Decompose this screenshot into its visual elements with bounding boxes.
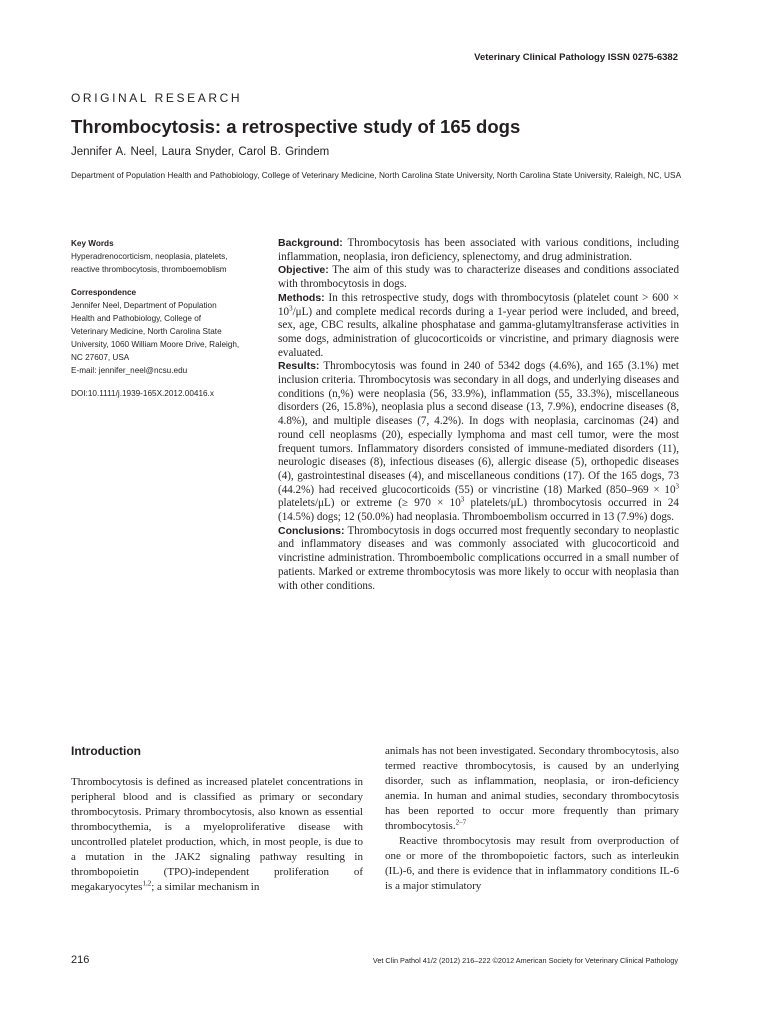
results-label: Results: <box>278 360 320 373</box>
correspondence-line: Jennifer Neel, Department of Population <box>71 301 217 310</box>
results-superscript: 3 <box>675 481 679 490</box>
body-paragraph <box>71 775 363 895</box>
abstract <box>278 237 679 593</box>
methods-text: /μL) and complete medical records during a 1-year period were included, and breed, sex, age, CBC results, alkaline phosphatase and gamma-glutamyltransferase activities in some dogs, administration of glucocorticoids or vincristine, and primary diagnosis were evaluated. <box>278 305 679 359</box>
paragraph-text: animals has not been investigated. Secondary thrombocytosis, also termed reactive thrombocytosis, is caused by an underlying disorder, such as inflammation, neoplasia, or iron-deficiency anemia. In human and animal studies, secondary thrombocytosis has been reported to occur more frequently than primary thrombocytosis. <box>385 745 679 832</box>
background-text: Thrombocytosis has been associated with various conditions, including inflammation, neoplasia, iron deficiency, splenectomy, and drug administration. <box>278 237 679 263</box>
abstract-objective <box>278 264 679 291</box>
methods-superscript: 3 <box>289 303 293 312</box>
keywords-line: Hyperadrenocorticism, neoplasia, platelets, <box>71 252 228 261</box>
correspondence-line: Health and Pathobiology, College of <box>71 314 202 323</box>
body-column-right <box>385 744 679 894</box>
issn: ISSN 0275-6382 <box>607 52 678 63</box>
correspondence-line: Veterinary Medicine, North Carolina State <box>71 327 222 336</box>
background-label: Background: <box>278 237 343 249</box>
keywords-line: reactive thrombocytosis, thromboemoblism <box>71 265 227 274</box>
paragraph-text: Thrombocytosis is defined as increased platelet concentrations in peripheral blood and is classified as primary or secondary thrombocytosis. Primary thrombocytosis, also known as essential thrombocythemia, is a myeloproliferative disease with uncontrolled platelet production, which, in most people, is due to a mutation in the JAK2 signaling pathway resulting in thrombopoietin (TPO)-independent proliferation of megakaryocytes <box>71 776 363 893</box>
footer-citation: Vet Clin Pathol 41/2 (2012) 216–222 ©2012 American Society for Veterinary Clinical Pathology <box>372 956 678 965</box>
article-sidebar <box>71 237 261 410</box>
abstract-methods <box>278 292 679 361</box>
methods-label: Methods: <box>278 291 325 304</box>
conclusions-label: Conclusions: <box>278 524 345 537</box>
correspondence-heading: Correspondence <box>71 288 137 297</box>
running-header <box>474 52 678 63</box>
correspondence-line: University, 1060 William Moore Drive, Raleigh, <box>71 340 240 349</box>
objective-text: The aim of this study was to characterize diseases and conditions associated with thrombocytosis in dogs. <box>278 264 679 291</box>
keywords-heading: Key Words <box>71 239 114 248</box>
doi-block <box>71 387 261 400</box>
citation-superscript: 2–7 <box>455 818 467 827</box>
correspondence-line: NC 27607, USA <box>71 353 130 362</box>
abstract-conclusions <box>278 525 679 594</box>
paragraph-text: ; a similar mechanism in <box>151 881 260 893</box>
body-paragraph <box>385 744 679 834</box>
results-text: platelets/μL) thrombocytosis occurred in 24 (14.5%) dogs; 12 (50.0%) had neoplasia. Thromboembolism occurred in 13 (7.9%) dogs. <box>278 497 679 524</box>
article-title: Thrombocytosis: a retrospective study of 165 dogs <box>71 116 521 137</box>
introduction-heading: Introduction <box>71 744 141 758</box>
email-link[interactable]: E-mail: jennifer_neel@ncsu.edu <box>71 366 188 375</box>
author-list: Jennifer A. Neel, Laura Snyder, Carol B. Grindem <box>71 146 330 158</box>
body-paragraph <box>385 834 679 894</box>
citation-superscript: 1,2 <box>142 879 152 888</box>
abstract-background <box>278 237 679 264</box>
page-number: 216 <box>71 954 90 966</box>
section-label: ORIGINAL RESEARCH <box>71 91 243 105</box>
results-text: Thrombocytosis was found in 240 of 5342 dogs (4.6%), and 165 (3.1%) met inclusion criteria. Thrombocytosis was secondary in all dogs, and underlying diseases and conditions (n,%) were neoplasia (56, 33.9%), inflammation (55, 33.3%), miscellaneous disorders (26, 15.8%), neoplasia plus a second disease (13, 7.9%), endocrine diseases (8, 4.8%), and multiple diseases (7, 4.2%). In dogs with neoplasia, carcinomas (24) and round cell neoplasms (20), especially lymphoma and mast cell tumor, were the most frequent tumors. Inflammatory disorders consisted of immune-mediated disorders (11), neurologic diseases (8), infectious diseases (6), allergic disease (5), orthopedic diseases (4), gastrointestinal diseases (4), and miscellaneous conditions (17). Of the 165 dogs, 73 (44.2%) had received glucocorticoids (55) or vincristine (18) Marked (850–969 × 10 <box>278 360 679 496</box>
conclusions-text: Thrombocytosis in dogs occurred most frequently secondary to neoplastic and inflammatory diseases and was commonly associated with glucocorticoid and vincristine administration. Thromboembolic complications occurred in a small number of patients. Marked or extreme thrombocytosis was more likely to occur with neoplasia than with other conditions. <box>278 524 680 592</box>
keywords-block <box>71 237 261 276</box>
body-column-left <box>71 775 363 895</box>
affiliation: Department of Population Health and Pathobiology, College of Veterinary Medicine, North Carolina State University, North Carolina State University, Raleigh, NC, USA <box>71 170 682 180</box>
results-text: platelets/μL) or extreme (≥ 970 × 10 <box>278 497 461 510</box>
objective-label: Objective: <box>278 264 329 277</box>
correspondence-block <box>71 286 261 377</box>
abstract-results <box>278 360 679 524</box>
doi-link[interactable]: DOI:10.1111/j.1939-165X.2012.00416.x <box>71 389 214 398</box>
results-superscript: 3 <box>460 495 465 504</box>
methods-text: In this retrospective study, dogs with thrombocytosis (platelet count > 600 × 10 <box>278 291 679 318</box>
paragraph-text: Reactive thrombocytosis may result from overproduction of one or more of the thrombopoietic factors, such as interleukin (IL)-6, and there is evidence that in inflammatory conditions IL-6 is a major stimulatory <box>385 835 679 892</box>
journal-name: Veterinary Clinical Pathology <box>474 52 606 63</box>
